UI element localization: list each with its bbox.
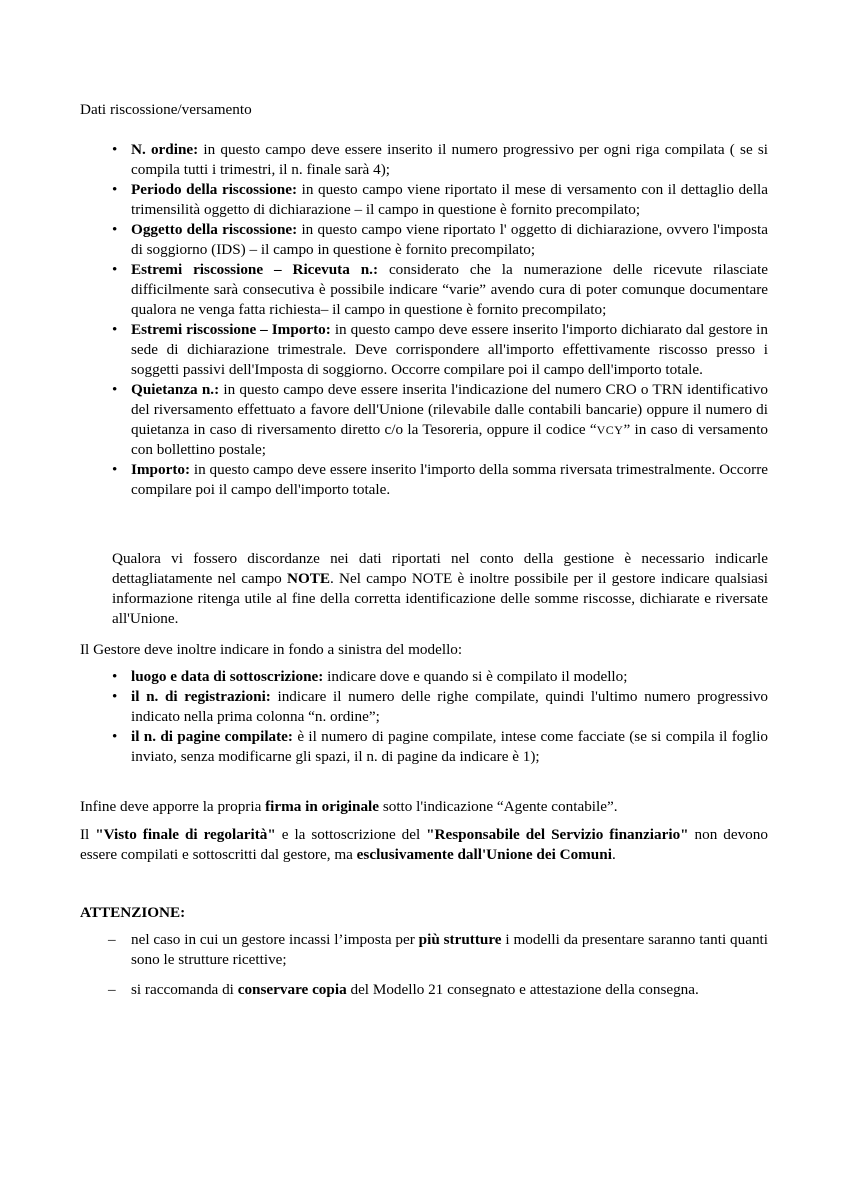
- list-item: [0, 980, 768, 1000]
- description: in questo campo deve essere inserito l'importo dichiarato dal gestore in sede di dichiarazione trimestrale. Deve corrispondere all'importo effettivamente riscosso presso i soggetti passivi dell'Imposta di soggiorno. Occorre compilare poi il campo dell'importo totale.: [131, 321, 768, 378]
- term: il n. di pagine compilate:: [131, 728, 293, 745]
- text: i modelli da presentare saranno tanti quanti sono le strutture ricettive;: [131, 931, 768, 968]
- gestore-intro: Il Gestore deve inoltre indicare in fondo a sinistra del modello:: [80, 641, 463, 658]
- list-item: [0, 320, 768, 380]
- term: luogo e data di sottoscrizione:: [131, 668, 324, 685]
- description: indicare il numero delle righe compilate, quindi l'ultimo numero progressivo indicato nella prima colonna “n. ordine”;: [131, 688, 769, 725]
- list-item: [0, 667, 768, 687]
- term: il n. di registrazioni:: [131, 688, 271, 705]
- bold-text: "Visto finale di regolarità": [95, 826, 276, 843]
- text: nel caso in cui un gestore incassi l’imposta per: [131, 931, 419, 948]
- bullet-icon: •: [112, 181, 118, 198]
- list-item: [0, 180, 768, 220]
- description: in questo campo deve essere inserita l'indicazione del numero CRO o TRN identificativo del riversamento effettuato a favore dell'Unione (rilevabile dalle contabili bancarie) oppure il numero di quietanza in caso di riversamento diretto c/o la Tesoreria, oppure il codice “: [131, 381, 768, 438]
- section-title: Dati riscossione/versamento: [80, 101, 252, 118]
- visto-paragraph: [80, 825, 768, 865]
- list-item: [0, 727, 768, 767]
- bold-text: esclusivamente dall'Unione dei Comuni: [356, 846, 612, 863]
- text: e la sottoscrizione del: [275, 826, 427, 843]
- description-end: ” in caso di versamento con bollettino postale;: [131, 421, 769, 458]
- bullet-icon: •: [112, 728, 118, 745]
- list-item: [0, 380, 768, 460]
- bold-text: più strutture: [418, 931, 502, 948]
- attenzione-list: [0, 930, 848, 1010]
- term: Importo:: [131, 461, 191, 478]
- list-item: [0, 460, 768, 500]
- bullet-icon: •: [112, 461, 118, 478]
- note-paragraph: [112, 549, 768, 629]
- text: . Nel campo NOTE è inoltre possibile per il gestore indicare qualsiasi informazione ritenga utile al fine della corretta identificazione delle somme riscosse, dichiarate e riversate all'Unione.: [112, 570, 768, 627]
- text: si raccomanda di: [131, 981, 238, 998]
- description: in questo campo deve essere inserito l'importo della somma riversata trimestralmente. Occorre compilare poi il campo dell'importo totale.: [131, 461, 768, 498]
- text: del Modello 21 consegnato e attestazione della consegna.: [346, 981, 699, 998]
- text: Il: [80, 826, 96, 843]
- bold-text: conservare copia: [237, 981, 347, 998]
- text: Infine deve apporre la propria: [80, 798, 266, 815]
- description: in questo campo deve essere inserito il numero progressivo per ogni riga compilata ( se si compila tutti i trimestri, il n. finale sarà 4);: [131, 141, 769, 178]
- bold-text: firma in originale: [265, 798, 380, 815]
- fields-bullet-list: [0, 140, 848, 500]
- description: in questo campo viene riportato il mese di versamento con il dettaglio della trimensilità oggetto di dichiarazione – il campo in questione è fornito precompilato;: [131, 181, 768, 218]
- bold-text: NOTE: [286, 570, 331, 587]
- term: N. ordine:: [131, 141, 199, 158]
- list-item: [0, 930, 768, 970]
- term: Quietanza n.:: [131, 381, 220, 398]
- text: sotto l'indicazione “Agente contabile”.: [379, 798, 618, 815]
- bullet-icon: •: [112, 688, 118, 705]
- bullet-icon: •: [112, 141, 118, 158]
- gestore-bullet-list: [0, 667, 848, 767]
- text: .: [611, 846, 616, 863]
- bullet-icon: •: [112, 381, 118, 398]
- firma-paragraph: [80, 797, 768, 817]
- bullet-icon: •: [112, 261, 118, 278]
- list-item: [0, 220, 768, 260]
- text: non devono essere compilati e sottoscritti dal gestore, ma: [80, 826, 768, 863]
- description: in questo campo viene riportato l' oggetto di dichiarazione, ovvero l'imposta di soggiorno (IDS) – il campo in questione è fornito precompilato;: [131, 221, 768, 258]
- dash-icon: –: [108, 931, 116, 948]
- bullet-icon: •: [112, 668, 118, 685]
- list-item: [0, 140, 768, 180]
- attenzione-title: [80, 903, 768, 923]
- term: Oggetto della riscossione:: [131, 221, 298, 238]
- term: Estremi riscossione – Importo:: [131, 321, 331, 338]
- bold-text: "Responsabile del Servizio finanziario": [426, 826, 689, 843]
- term: Estremi riscossione – Ricevuta n.:: [131, 261, 379, 278]
- description: è il numero di pagine compilate, intese come facciate (se si compila il foglio inviato, senza modificarne gli spazi, il n. di pagine da indicare è 1);: [131, 728, 769, 765]
- heading-text: ATTENZIONE:: [80, 904, 186, 921]
- text: Qualora vi fossero discordanze nei dati riportati nel conto della gestione è necessario indicarle dettagliatamente nel campo: [112, 550, 768, 587]
- bullet-icon: •: [112, 321, 118, 338]
- list-item: [0, 687, 768, 727]
- description: indicare dove e quando si è compilato il modello;: [323, 668, 628, 685]
- code-vcy: VCY: [596, 423, 624, 437]
- term: Periodo della riscossione:: [131, 181, 298, 198]
- description: considerato che la numerazione delle ricevute rilasciate difficilmente sarà consecutiva è possibile indicare “varie” avendo cura di poter comunque documentare qualora ne venga fatta richiesta– il campo in questione è fornito precompilato;: [131, 261, 769, 318]
- dash-icon: –: [108, 981, 116, 998]
- list-item: [0, 260, 768, 320]
- bullet-icon: •: [112, 221, 118, 238]
